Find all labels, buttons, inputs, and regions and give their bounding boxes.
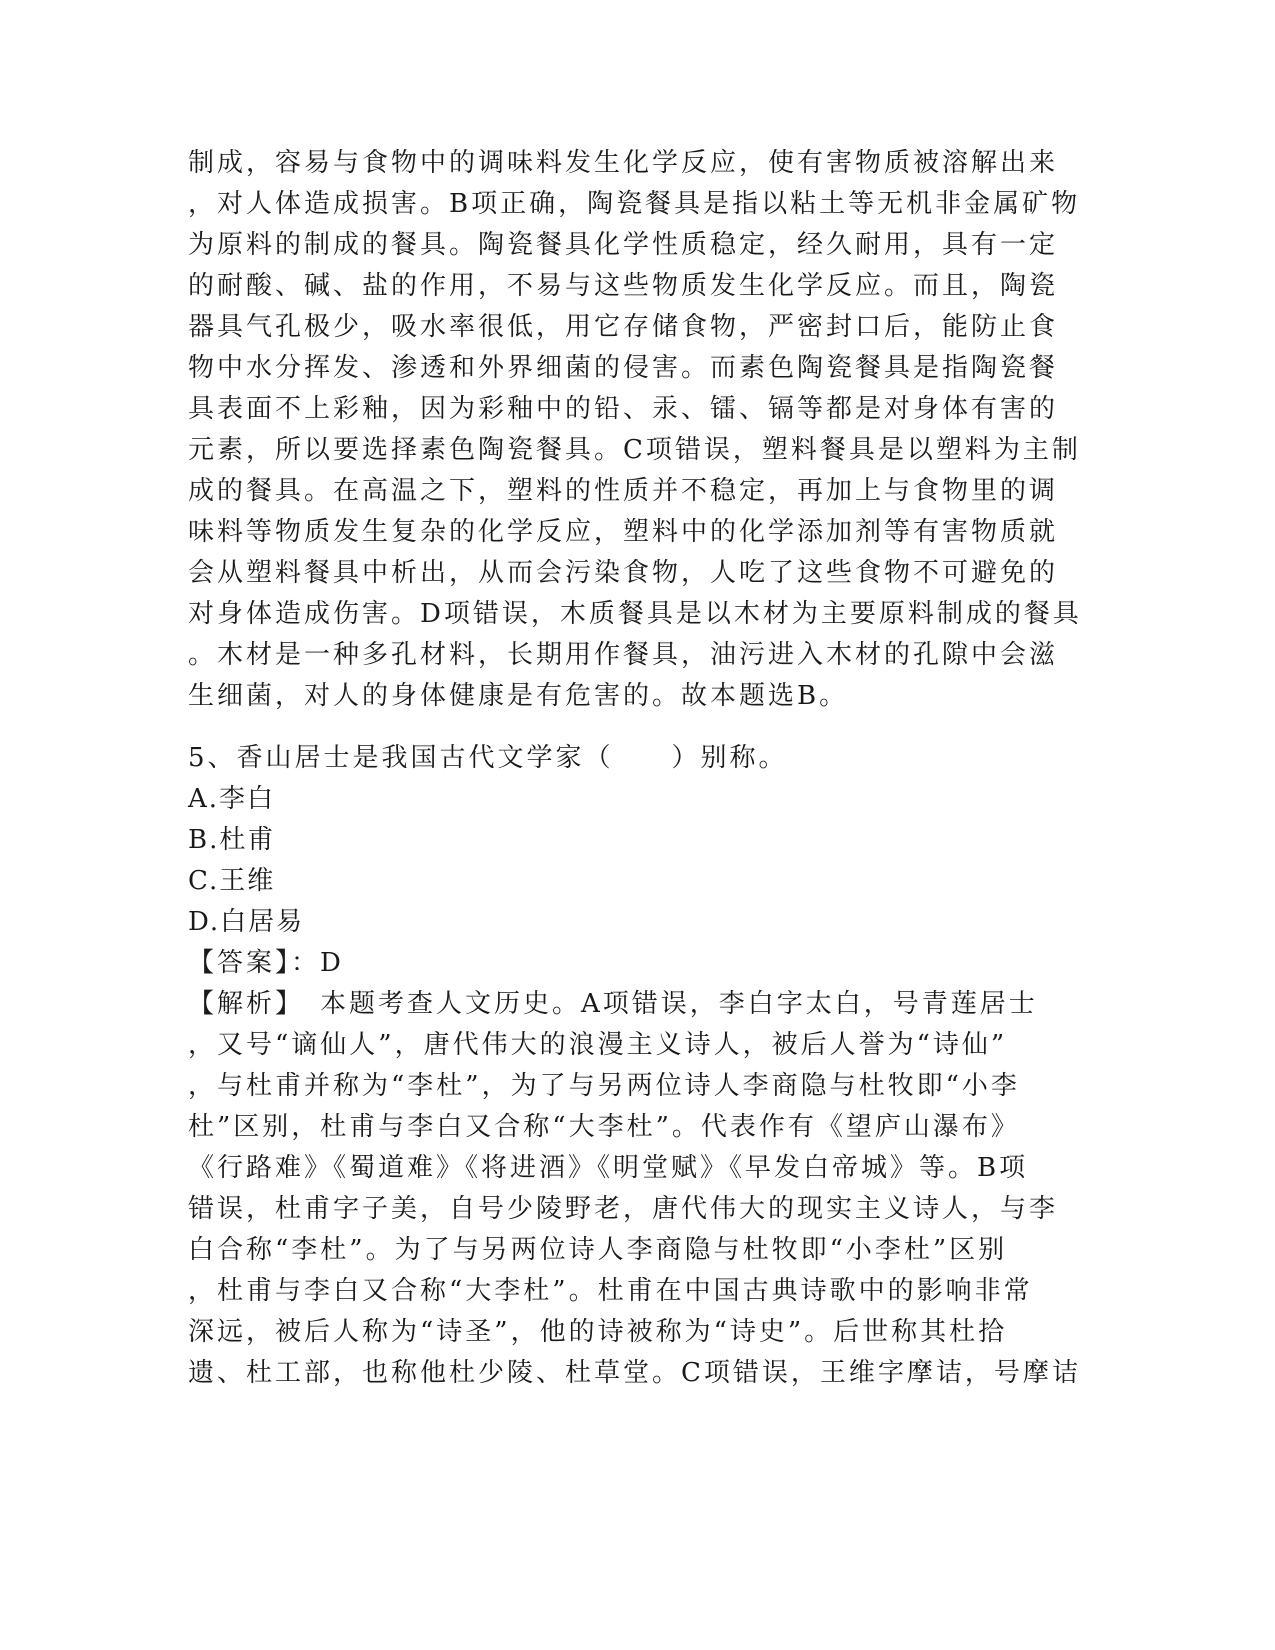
question-stem: 5、香山居士是我国古代文学家（ ）别称。	[188, 743, 788, 773]
text-line: 的耐酸、碱、盐的作用，不易与这些物质发生化学反应。而且，陶瓷	[188, 271, 1059, 301]
analysis-line: 遗、杜工部，也称他杜少陵、杜草堂。C项错误，王维字摩诘，号摩诘	[188, 1358, 1081, 1388]
analysis-line: ，又号“谪仙人”，唐代伟大的浪漫主义诗人，被后人誉为“诗仙”	[188, 1030, 1008, 1060]
text-line: 成的餐具。在高温之下，塑料的性质并不稳定，再加上与食物里的调	[188, 476, 1059, 506]
text-line: 具表面不上彩釉，因为彩釉中的铅、汞、镭、镉等都是对身体有害的	[188, 394, 1059, 424]
text-line: 元素，所以要选择素色陶瓷餐具。C项错误，塑料餐具是以塑料为主制	[188, 435, 1081, 465]
analysis-line: 杜”区别，杜甫与李白又合称“大李杜”。代表作有《望庐山瀑布》	[188, 1112, 1020, 1142]
option-a: A.李白	[188, 784, 276, 814]
analysis-line: ，杜甫与李白又合称“大李杜”。杜甫在中国古典诗歌中的影响非常	[188, 1276, 1033, 1306]
text-line: ，对人体造成损害。B项正确，陶瓷餐具是指以粘土等无机非金属矿物	[188, 189, 1081, 219]
option-b: B.杜甫	[188, 825, 276, 855]
text-line: 会从塑料餐具中析出，从而会污染食物，人吃了这些食物不可避免的	[188, 558, 1059, 588]
text-line: 器具气孔极少，吸水率很低，用它存储食物，严密封口后，能防止食	[188, 312, 1059, 342]
text-line: 味料等物质发生复杂的化学反应，塑料中的化学添加剂等有害物质就	[188, 517, 1059, 547]
analysis-line: 【解析】 本题考查人文历史。A项错误，李白字太白，号青莲居士	[188, 989, 1038, 1019]
analysis-line: ，与杜甫并称为“李杜”，为了与另两位诗人李商隐与杜牧即“小李	[188, 1071, 1020, 1101]
option-d: D.白居易	[188, 907, 305, 937]
text-line: 生细菌，对人的身体健康是有危害的。故本题选B。	[188, 681, 849, 711]
answer-line: 【答案】：D	[188, 948, 344, 978]
text-line: 制成，容易与食物中的调味料发生化学反应，使有害物质被溶解出来	[188, 148, 1059, 178]
option-c: C.王维	[188, 866, 276, 896]
analysis-line: 白合称“李杜”。为了与另两位诗人李商隐与杜牧即“小李杜”区别	[188, 1235, 1008, 1265]
text-line: 。木材是一种多孔材料，长期用作餐具，油污进入木材的孔隙中会滋	[188, 640, 1059, 670]
text-line: 为原料的制成的餐具。陶瓷餐具化学性质稳定，经久耐用，具有一定	[188, 230, 1059, 260]
analysis-line: 错误，杜甫字子美，自号少陵野老，唐代伟大的现实主义诗人，与李	[188, 1194, 1059, 1224]
analysis-line: 深远，被后人称为“诗圣”，他的诗被称为“诗史”。后世称其杜拾	[188, 1317, 1008, 1347]
text-line: 物中水分挥发、渗透和外界细菌的侵害。而素色陶瓷餐具是指陶瓷餐	[188, 353, 1059, 383]
analysis-line: 《行路难》《蜀道难》《将进酒》《明堂赋》《早发白帝城》等。B项	[188, 1153, 1029, 1183]
text-line: 对身体造成伤害。D项错误，木质餐具是以木材为主要原料制成的餐具	[188, 599, 1082, 629]
